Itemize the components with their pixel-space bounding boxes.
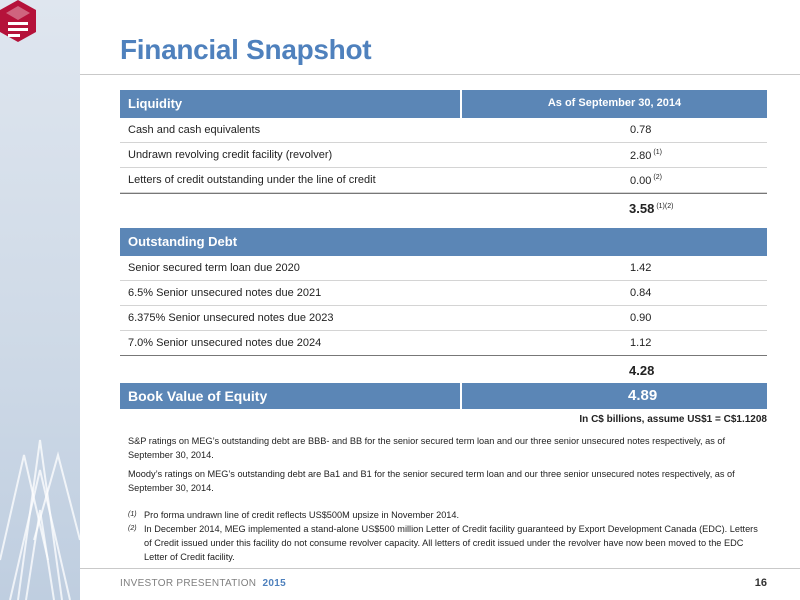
liquidity-total: 3.58 $^{(1)(2)}$ [629,201,674,216]
row-label: 6.5% Senior unsecured notes due 2021 [128,287,322,299]
footer-label: INVESTOR PRESENTATION 2015 [120,578,286,589]
footnote-mark: (1) [128,511,137,518]
row-label: Senior secured term loan due 2020 [128,262,300,274]
row-value: 0.84 [630,287,652,299]
debt-table [120,228,767,384]
footnote-1 [128,508,768,522]
table-row [120,143,767,168]
row-label: Letters of credit outstanding under the line of credit [128,174,376,186]
debt-header [120,228,767,256]
debt-total: 4.28 [629,363,655,378]
footnote-mark: (2) [128,525,137,532]
decorative-chevron-graphic [0,0,80,600]
footnote-ref: (1)(2) [656,203,674,210]
footnote-ref: (2) [653,174,662,181]
liquidity-table [120,90,767,222]
liquidity-header [120,90,767,118]
book-value-of-equity-bar [120,383,767,409]
equity-value: 4.89 [628,387,658,404]
page-number: 16 [754,577,767,589]
row-label: 7.0% Senior unsecured notes due 2024 [128,337,322,349]
sp-rating-note: S&P ratings on MEG’s outstanding debt are BBB- and BB for the senior secured term loan and our three senior unsecured notes respectively, as of September 30, 2014. [128,436,726,460]
meg-logo-icon [0,0,36,42]
moodys-rating-note: Moody’s ratings on MEG’s outstanding debt are Ba1 and B1 for the senior secured term loan and our three senior unsecured notes respectively, as of September 30, 2014. [128,469,735,493]
equity-label: Book Value of Equity [128,388,268,404]
left-sidebar-band [0,0,80,600]
table-row [120,256,767,281]
table-row [120,168,767,193]
footnote-text: Pro forma undrawn line of credit reflects US$500M upsize in November 2014. [144,510,460,520]
table-row [120,281,767,306]
table-row [120,306,767,331]
row-label: Cash and cash equivalents [128,124,261,136]
row-value: 0.00 $^{(2)}$ [630,174,662,187]
row-value: 1.12 [630,337,652,349]
row-label: 6.375% Senior unsecured notes due 2023 [128,312,334,324]
debt-total-row [120,356,767,384]
title-divider [80,74,800,75]
footer-divider [80,568,800,569]
footnote-text: In December 2014, MEG implemented a stand-alone US$500 million Letter of Credit facility guaranteed by Export Development Canada (EDC). Letters of Credit issued under this facility do not consume revolver capacity. All letters of credit issued under the revolver have now been moved to the EDC Letter of Credit facility. [144,524,758,562]
liquidity-header-date: As of September 30, 2014 [547,97,682,109]
debt-header-label: Outstanding Debt [128,234,238,249]
footnote-ref: (1) [653,149,662,156]
row-value: 0.78 [630,124,652,136]
row-value: 1.42 [630,262,652,274]
table-row [120,331,767,356]
liquidity-header-label: Liquidity [128,96,183,111]
equity-separator [460,383,462,409]
row-value: 2.80 $^{(1)}$ [630,149,662,162]
row-label: Undrawn revolving credit facility (revolver) [128,149,333,161]
table-row [120,118,767,143]
footer-year: 2015 [262,578,286,589]
row-value: 0.90 [630,312,652,324]
page-title: Financial Snapshot [120,34,372,65]
footnote-2 [128,522,768,564]
units-note: In C$ billions, assume US$1 = C$1.1208 [579,414,767,425]
liquidity-total-row [120,193,767,222]
